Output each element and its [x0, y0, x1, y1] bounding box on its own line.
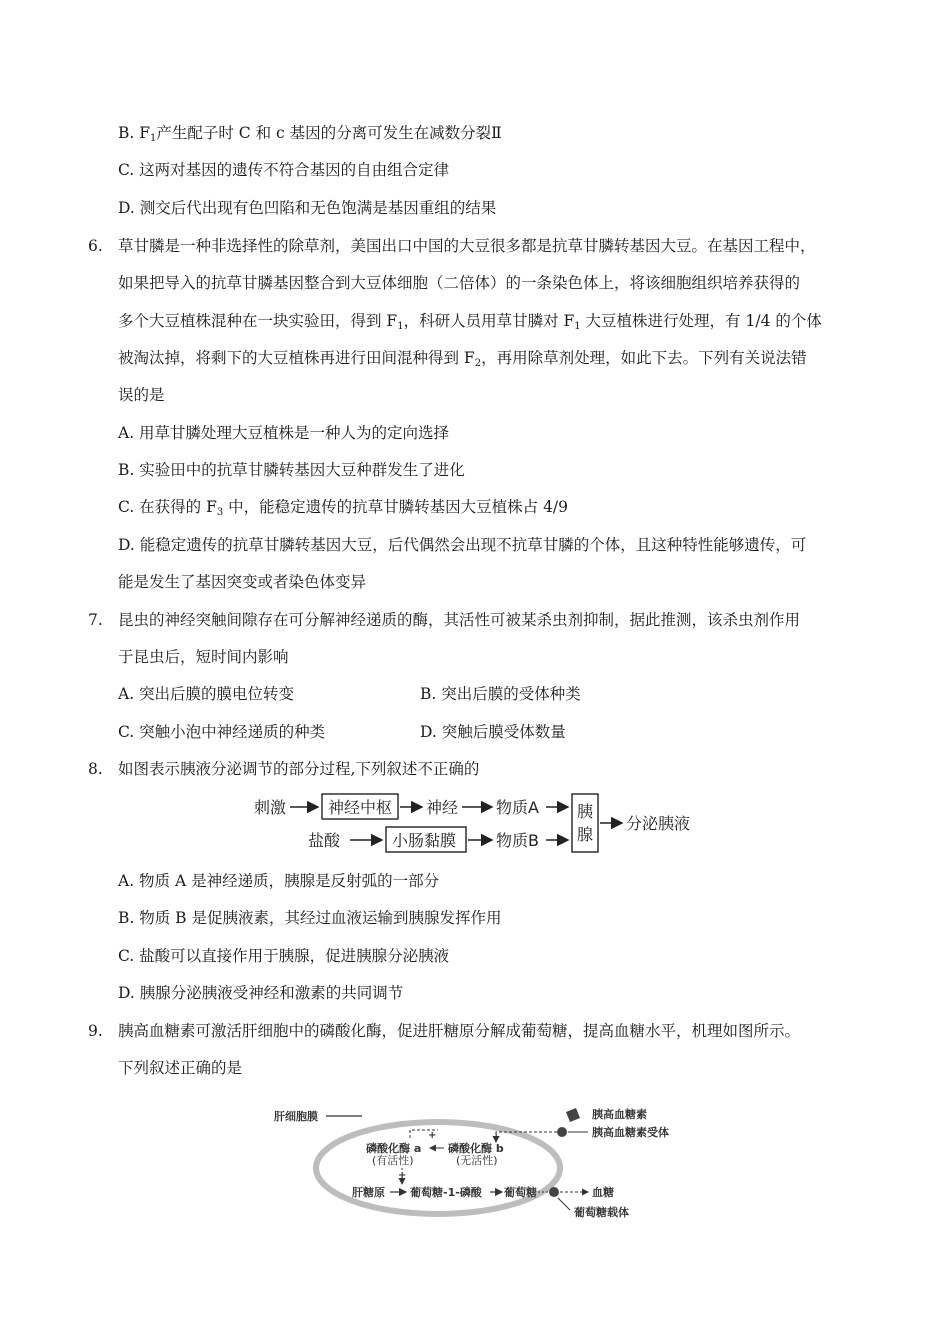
stimulus-label: 刺激 — [254, 798, 287, 817]
receptor-label: 胰高血糖素受体 — [592, 1126, 669, 1139]
q7-stem-line1: 昆虫的神经突触间隙存在可分解神经递质的酶，其活性可被某杀虫剂抑制，据此推测，该杀虫剂作用 — [118, 611, 801, 629]
q6-stem-line1: 草甘膦是一种非选择性的除草剂，美国出口中国的大豆很多都是抗草甘膦转基因大豆。在基因工程中， — [118, 237, 816, 255]
q7-option-a: A. 突出后膜的膜电位转变 — [118, 685, 295, 703]
plus-sign-2: + — [398, 1170, 407, 1181]
q6-stem-line2: 如果把导入的抗草甘膦基因整合到大豆体细胞（二倍体）的一条染色体上，将该细胞组织培养获得的 — [118, 274, 801, 292]
membrane-label: 肝细胞膜 — [274, 1110, 318, 1123]
hcl-label: 盐酸 — [308, 831, 341, 850]
q9-stem-line1: 胰高血糖素可激活肝细胞中的磷酸化酶，促进肝糖原分解成葡萄糖，提高血糖水平，机理如图所示。 — [118, 1022, 801, 1040]
glucose-label: 葡萄糖 — [504, 1186, 537, 1199]
enzyme-b-label: 磷酸化酶 b — [448, 1142, 504, 1155]
plus-sign-top: + — [428, 1130, 437, 1141]
q6-stem-line3: 多个大豆植株混种在一块实验田，得到 $F_1$，科研人员用草甘膦对 $F_1$ 大豆植株进行处理，有 1/4 的个体 — [118, 312, 822, 332]
intestinal-mucosa-label: 小肠黏膜 — [392, 831, 457, 850]
q6-number: 6. — [88, 237, 103, 255]
nerve-label: 神经 — [426, 798, 459, 817]
plus-sign-1: + — [492, 1132, 501, 1143]
q8-option-d: D. 胰腺分泌胰液受神经和激素的共同调节 — [118, 984, 404, 1002]
q7-option-b: B. 突出后膜的受体种类 — [420, 685, 581, 703]
q6-option-c: C. 在获得的 $F_3$ 中，能稳定遗传的抗草甘膦转基因大豆植株占 4/9 — [118, 498, 569, 518]
enzyme-a-state: (有活性) — [372, 1154, 414, 1167]
pancreas-char1: 胰 — [577, 802, 594, 821]
q9-number: 9. — [88, 1022, 103, 1040]
glucagon-mechanism-diagram — [270, 1100, 690, 1224]
glucagon-shape — [566, 1108, 580, 1122]
pancreas-char2: 腺 — [577, 825, 594, 844]
q8-option-a: A. 物质 A 是神经递质，胰腺是反射弧的一部分 — [118, 872, 440, 890]
substance-b-label: 物质B — [496, 831, 539, 850]
q8-option-b: B. 物质 B 是促胰液素，其经过血液运输到胰腺发挥作用 — [118, 909, 502, 927]
q8-stem: 如图表示胰液分泌调节的部分过程,下列叙述不正确的 — [118, 760, 480, 778]
pancreas-regulation-diagram — [250, 790, 710, 856]
q6-stem-line4: 被淘汰掉，将剩下的大豆植株再进行田间混种得到 $F_2$，再用除草剂处理，如此下去。下列有关说法错 — [118, 349, 807, 369]
q6-stem-line5: 误的是 — [118, 386, 165, 404]
q8-number: 8. — [88, 760, 103, 778]
q5-option-d: D. 测交后代出现有色凹陷和无色饱满是基因重组的结果 — [118, 199, 497, 217]
glucagon-receptor-shape — [557, 1127, 567, 1137]
q7-option-d: D. 突触后膜受体数量 — [420, 723, 566, 741]
q6-option-a: A. 用草甘膦处理大豆植株是一种人为的定向选择 — [118, 424, 450, 442]
q6-option-d-line2: 能是发生了基因突变或者染色体变异 — [118, 573, 367, 591]
enzyme-a-label: 磷酸化酶 a — [366, 1142, 422, 1155]
q5-option-c: C. 这两对基因的遗传不符合基因的自由组合定律 — [118, 161, 450, 179]
carrier-label: 葡萄糖载体 — [574, 1206, 629, 1219]
q6-option-b: B. 实验田中的抗草甘膦转基因大豆种群发生了进化 — [118, 461, 465, 479]
liver-cell-membrane — [316, 1122, 560, 1214]
blood-sugar-label: 血糖 — [592, 1186, 614, 1199]
q9-stem-line2: 下列叙述正确的是 — [118, 1059, 243, 1077]
glycogen-label: 肝糖原 — [352, 1186, 385, 1199]
carrier-pointer-line — [558, 1198, 570, 1210]
q6-option-d-line1: D. 能稳定遗传的抗草甘膦转基因大豆，后代偶然会出现不抗草甘膦的个体，且这种特性能够遗传，可 — [118, 536, 807, 554]
enzyme-b-state: (无活性) — [456, 1154, 498, 1167]
nerve-center-label: 神经中枢 — [328, 798, 393, 817]
q5-option-b: B. $F_1$产生配子时 C 和 c 基因的分离可发生在减数分裂Ⅱ — [118, 124, 502, 144]
g1p-label: 葡萄糖-1-磷酸 — [410, 1186, 482, 1199]
substance-a-label: 物质A — [496, 798, 539, 817]
q8-option-c: C. 盐酸可以直接作用于胰腺，促进胰腺分泌胰液 — [118, 947, 450, 965]
glucose-carrier-shape — [549, 1187, 559, 1197]
q7-option-c: C. 突触小泡中神经递质的种类 — [118, 723, 326, 741]
q7-number: 7. — [88, 611, 103, 629]
secrete-label: 分泌胰液 — [626, 814, 691, 833]
q7-stem-line2: 于昆虫后，短时间内影响 — [118, 648, 289, 666]
glucagon-label: 胰高血糖素 — [592, 1108, 647, 1121]
